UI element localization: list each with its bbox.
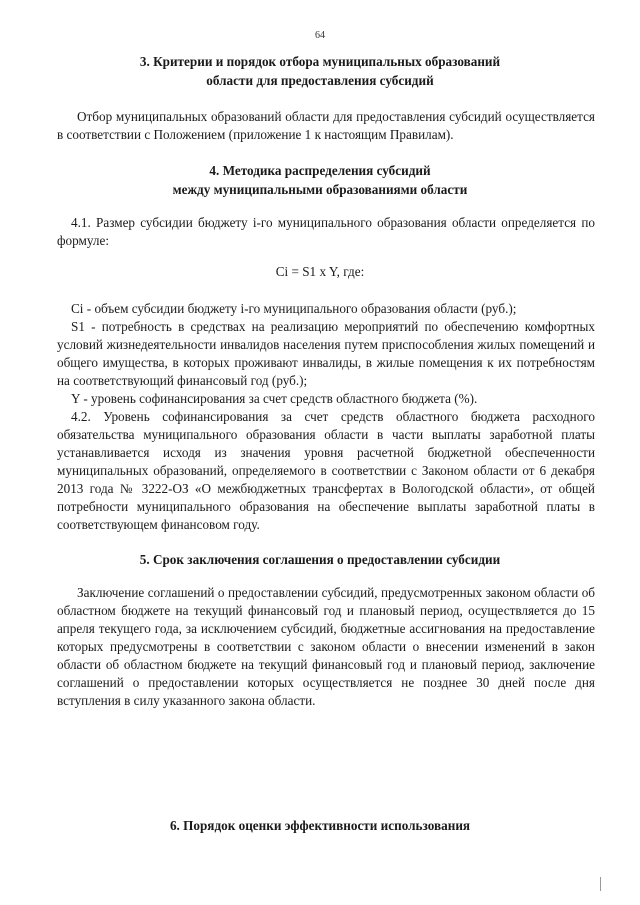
section-4-paragraph-1: 4.1. Размер субсидии бюджету i-го муниципального образования области определяется по формуле:: [57, 215, 595, 248]
section-4-paragraph-2: 4.2. Уровень софинансирования за счет средств областного бюджета расходного обязательства муниципального образования области в части выплаты заработной платы устанавливается исходя из значения уровня расчетной бюджетной обеспеченности муниципальных образований, определяемого в соответствии с Законом области от 6 декабря 2013 года № 3222-ОЗ «О межбюджетных трансфертах в Вологодской области», от общей потребности муниципального образования на обеспечение выплаты заработной платы в соответствующем финансовом году.: [57, 409, 595, 532]
section-3-title-line-1: 3. Критерии и порядок отбора муниципальных образований: [139, 54, 501, 69]
section-3-title-line-2: области для предоставления субсидий: [206, 73, 434, 88]
definition-ci: Ci - объем субсидии бюджету i-го муниципального образования области (руб.);: [71, 301, 517, 316]
section-4-title-line-2: между муниципальными образованиями области: [172, 182, 468, 197]
page-number: 64: [315, 30, 325, 41]
scan-margin-mark: [600, 877, 601, 891]
section-5-heading: 5. Срок заключения соглашения о предоставлении субсидии: [139, 552, 501, 567]
section-6-heading: 6. Порядок оценки эффективности использования: [169, 818, 471, 833]
section-3-text: Отбор муниципальных образований области для предоставления субсидий осуществляется в соответствии с Положением (приложение 1 к настоящим Правилам).: [57, 109, 595, 142]
section-4-heading: [40, 161, 600, 199]
section-5-text: Заключение соглашений о предоставлении субсидий, предусмотренных законом области об областном бюджете на текущий финансовый год и плановый период, осуществляется до 15 апреля текущего года, за исключением субсидий, бюджетные ассигнования на предоставление которых предусмотрены в соответствии с законом области о внесении изменений в закон области об областном бюджете на текущий финансовый год и плановый период, заключение соглашений о предоставлении которых осуществляется не позднее 30 дней после дня вступления в силу указанного закона области.: [57, 585, 595, 708]
section-4-title-line-1: 4. Методика распределения субсидий: [209, 163, 431, 178]
section-3-heading: [40, 52, 600, 90]
subsidy-formula: Ci = S1 x Y, где:: [275, 264, 365, 279]
definition-y: Y - уровень софинансирования за счет средств областного бюджета (%).: [71, 391, 478, 406]
definition-s1: S1 - потребность в средствах на реализацию мероприятий по обеспечению комфортных условий жизнедеятельности инвалидов населения путем приспособления жилых помещений и общего имущества, в которых проживают инвалиды, в жилые помещения к их потребностям на соответствующий финансовый год (руб.);: [57, 319, 595, 388]
